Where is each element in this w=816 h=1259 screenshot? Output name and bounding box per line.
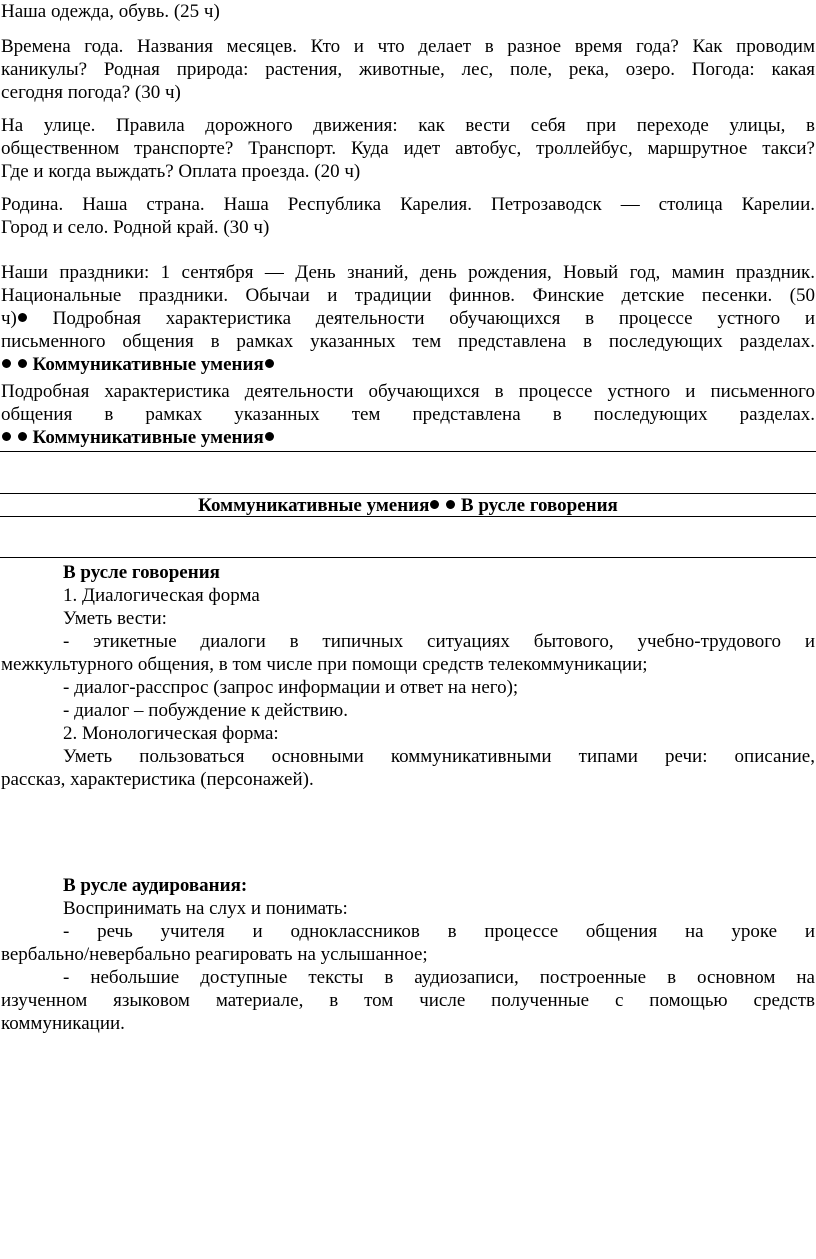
speaking-title: В русле говорения <box>63 562 220 583</box>
section-heading: Коммуникативные умения В русле говорения <box>198 495 618 516</box>
speaking-section: В русле говорения 1. Диалогическая форма Уметь вести: - этикетные диалоги в типичных ситуациях бытового, учебно-трудового и межкультурного общения, в том числе при помощи средств телекоммуникации; - диалог-расспрос (запрос информации и ответ на него); - диалог – побуждение к действию. 2. Монологическая форма: Уметь пользоваться основными коммуникативными типами речи: описание, рассказ, характеристика (персонажей). <box>1 562 815 790</box>
topic-street: На улице. Правила дорожного движения: как вести себя при переходе улицы, в общественном транспорте? Транспорт. Куда идет автобус, троллейбус, маршрутное такси? Где и когда выждать? Оплата проезда. (20 ч) <box>1 115 815 182</box>
bullet-dot <box>430 500 439 509</box>
divider-line <box>0 557 816 558</box>
comm-skills-label: Коммуникативные умения <box>32 354 264 375</box>
bullet-dot <box>446 500 455 509</box>
topic-homeland: Родина. Наша страна. Наша Республика Карелия. Петрозаводск — столица Карелии. Город и село. Родной край. (30 ч) <box>1 194 815 238</box>
topic-holidays: Наши праздники: 1 сентября — День знаний, день рождения, Новый год, мамин праздник. Национальные праздники. Обычаи и традиции финнов. Финские детские песенки. (50 ч) Подробная характеристика деятельности обучающихся в процессе устного и письменного общения в рамках указанных тем представлена в последующих разделах. Коммуникативные умения <box>1 262 816 375</box>
detail-paragraph: Подробная характеристика деятельности обучающихся в процессе устного и письменного общения в рамках указанных тем представлена в последующих разделах. Коммуникативные умения <box>1 381 815 448</box>
bullet-dot <box>2 359 11 368</box>
bullet-dot <box>18 359 27 368</box>
bullet-dot <box>18 313 27 322</box>
bullet-dot <box>265 359 274 368</box>
divider-line <box>0 516 816 517</box>
listening-section: В русле аудирования: Воспринимать на слух и понимать: - речь учителя и одноклассников в процессе общения на уроке и вербально/невербально реагировать на услышанное; - небольшие доступные тексты в аудиозаписи, построенные в основном на изученном языковом материале, в том числе полученные с помощью средств коммуникации. <box>1 875 815 1034</box>
comm-skills-label: Коммуникативные умения <box>32 427 264 448</box>
topic-clothes: Наша одежда, обувь. (25 ч) <box>1 1 220 22</box>
bullet-dot <box>2 432 11 441</box>
listening-title: В русле аудирования: <box>63 875 248 896</box>
bullet-dot <box>18 432 27 441</box>
divider-line <box>0 451 816 452</box>
bullet-dot <box>265 432 274 441</box>
topic-seasons: Времена года. Названия месяцев. Кто и что делает в разное время года? Как проводим каникулы? Родная природа: растения, животные, лес, поле, река, озеро. Погода: какая сегодня погода? (30 ч) <box>1 36 815 103</box>
